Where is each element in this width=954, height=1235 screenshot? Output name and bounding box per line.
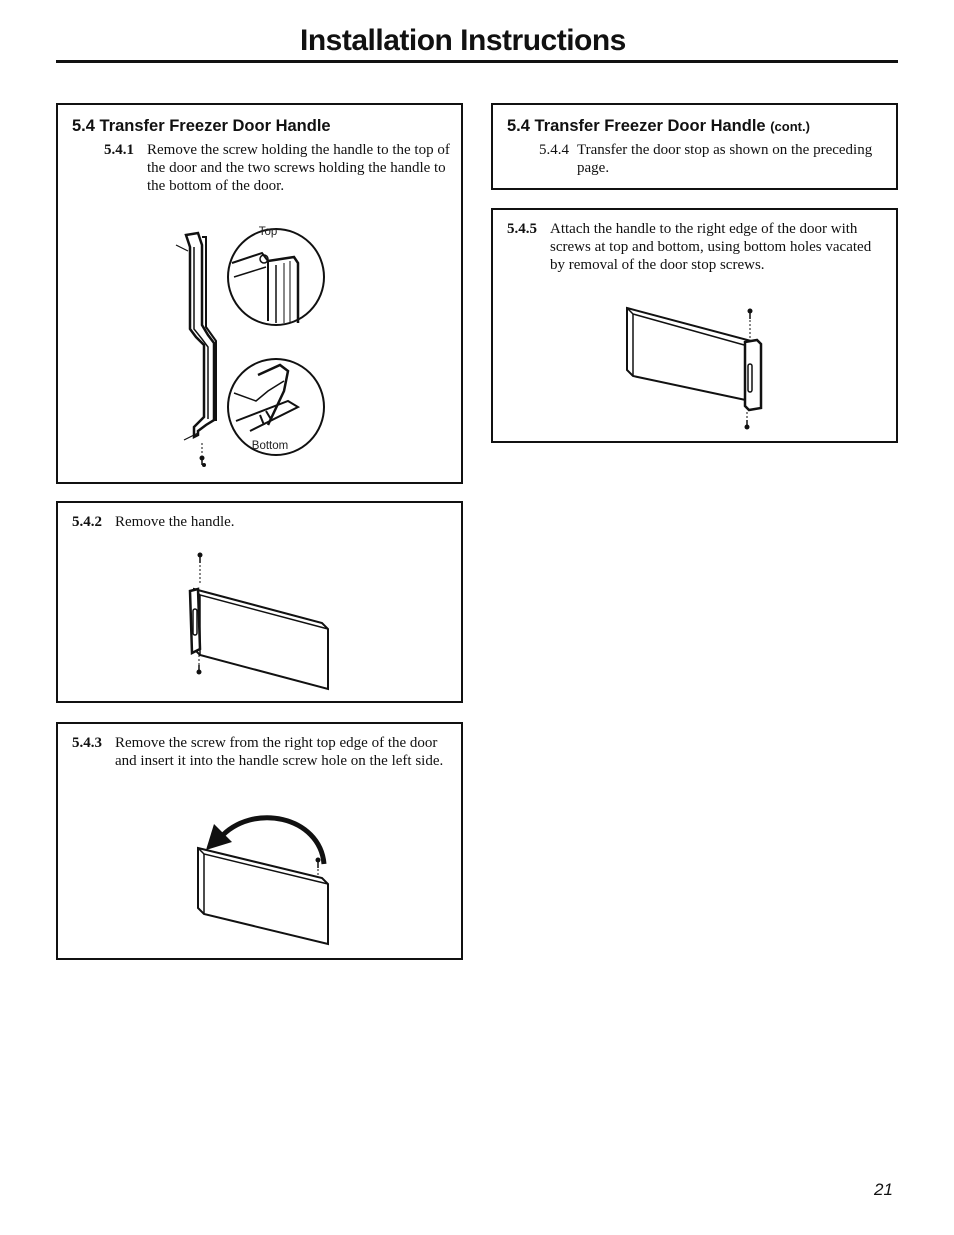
section-transfer-handle: [56, 103, 463, 484]
step-5-4-3: [72, 734, 452, 770]
screw-icon: [316, 858, 321, 877]
screw-icon: [200, 443, 207, 467]
title-divider: [56, 60, 898, 63]
label-bottom: Bottom: [251, 440, 289, 452]
section-heading-text: 5.4 Transfer Freezer Door Handle: [507, 117, 766, 135]
screw-icon: [197, 655, 202, 675]
step-number: 5.4.3: [72, 735, 102, 751]
section-move-screw: [56, 722, 463, 960]
handle: [190, 589, 200, 653]
label-top: Top: [258, 226, 278, 238]
step-number: 5.4.2: [72, 514, 102, 530]
step-number: 5.4.1: [104, 142, 134, 158]
handle-removal-illustration: [176, 225, 336, 475]
step-number: 5.4.5: [507, 221, 537, 237]
step-text: Transfer the door stop as shown on the preceding page.: [577, 142, 873, 176]
step-text: Remove the screw from the right top edge of the door and insert it into the handle screw hole on the left side.: [115, 735, 444, 769]
handle-attach-illustration: [621, 302, 771, 437]
step-5-4-5: [507, 220, 889, 274]
section-remove-handle: [56, 501, 463, 703]
step-text: Remove the handle.: [115, 514, 235, 530]
section-heading-suffix: (cont.): [770, 119, 810, 134]
handle-outline: [186, 233, 214, 437]
step-text: Attach the handle to the right edge of the door with screws at top and bottom, using bottom holes vacated by removal of the door stop screws.: [550, 221, 872, 273]
door-panel: [627, 308, 755, 402]
step-text: Remove the screw holding the handle to the top of the door and the two screws holding the handle to the bottom of the door.: [147, 142, 450, 194]
step-5-4-1: [104, 141, 454, 195]
door-panel: [198, 848, 328, 944]
step-number: 5.4.4: [539, 142, 569, 158]
screw-transfer-illustration: [192, 806, 342, 951]
section-heading: 5.4 Transfer Freezer Door Handle: [72, 117, 331, 135]
step-5-4-2: [72, 513, 452, 531]
screw-icon: [745, 412, 750, 430]
screw-icon: [748, 309, 753, 339]
handle-removed-illustration: [186, 549, 336, 694]
screw-icon: [198, 553, 203, 584]
section-transfer-handle-cont: [491, 103, 898, 190]
page-number: 21: [874, 1180, 893, 1199]
section-attach-handle: [491, 208, 898, 443]
door-panel: [194, 589, 328, 689]
page-title: Installation Instructions: [300, 24, 626, 57]
step-5-4-4: [539, 141, 889, 177]
section-heading: [507, 116, 810, 137]
